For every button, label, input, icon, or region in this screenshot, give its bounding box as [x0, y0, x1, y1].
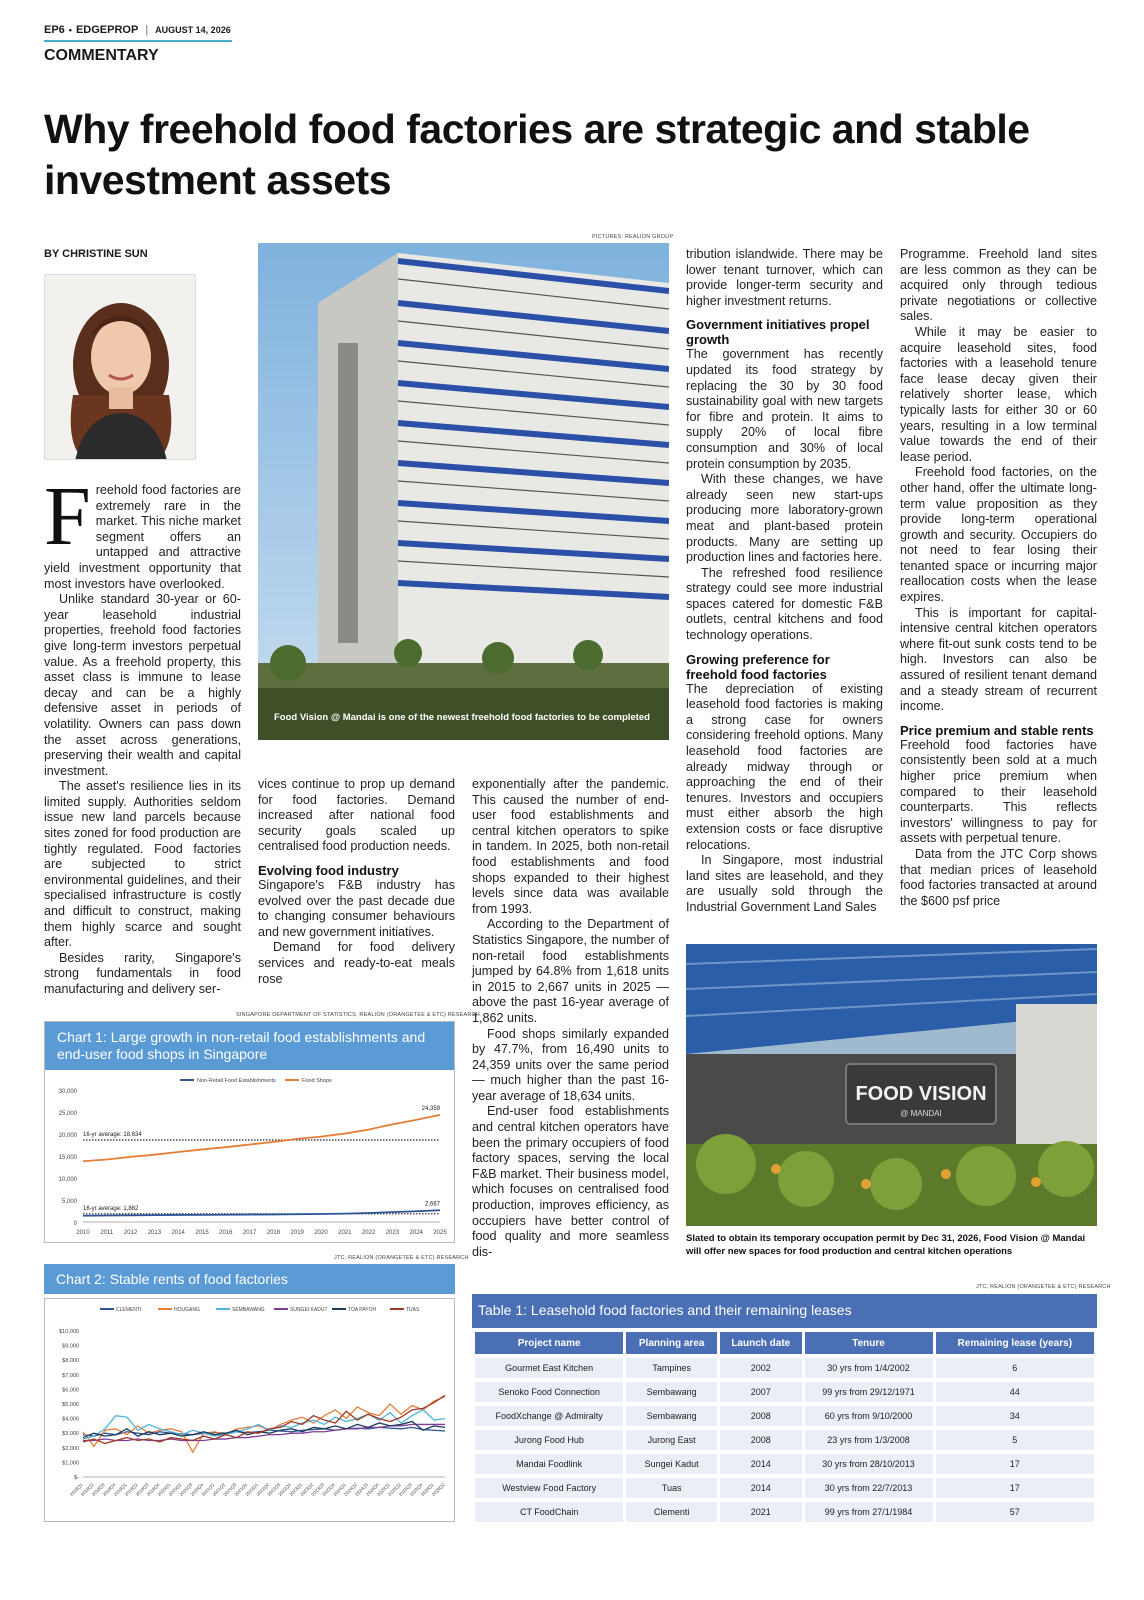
x-tick-label: 2019Q2 [123, 1482, 139, 1498]
x-tick-label: 2018Q2 [79, 1482, 95, 1498]
table-source: JTC, REALION (ORANGETEE & ETC) RESEARCH [976, 1284, 1111, 1290]
x-tick-label: 2023Q2 [299, 1482, 315, 1498]
paragraph: exponentially after the pandemic. This caused the number of end-user food establishments and central kitchen operators to spike in tandem. In 2025, both non-retail food establishments and food shops expanded to their highest levels since data was available from 1993. [472, 777, 669, 916]
y-tick-label: 20,000 [58, 1133, 77, 1139]
paragraph: In Singapore, most industrial land sites are leasehold, and they are usually sold through the Industrial Government Land Sales [686, 853, 883, 914]
paragraph: According to the Department of Statistics Singapore, the number of non-retail food establishments jumped by 64.8% from 1,618 units in 2015 to 2,667 units in 2025 — above the past 16-year average of 1,862 units. [472, 917, 669, 1025]
y-tick-label: $5,000 [62, 1402, 79, 1408]
table-cell: 2007 [720, 1382, 801, 1402]
article-column-2 [258, 777, 455, 987]
table-cell: Gourmet East Kitchen [475, 1358, 623, 1378]
x-tick-label: 2022Q3 [266, 1482, 282, 1498]
article-column-3 [472, 777, 669, 1260]
x-tick-label: 2023Q4 [321, 1482, 337, 1498]
end-value-label: 24,359 [421, 1105, 440, 1112]
paragraph: The depreciation of existing leasehold food factories is making a strong case for owners considering freehold options. Many leasehold food factories are already midway through or approaching the end of their tenures. Investors and occupiers must either absorb the high extension costs or face disruptive relocations. [686, 681, 883, 852]
y-tick-label: 10,000 [58, 1177, 77, 1183]
table-cell: Westview Food Factory [475, 1478, 623, 1498]
x-tick-label: 2025Q1 [375, 1482, 391, 1498]
photo1-caption: Food Vision @ Mandai is one of the newest freehold food factories to be completed [274, 712, 650, 723]
section-label: COMMENTARY [44, 47, 159, 64]
x-tick-label: 2022Q1 [244, 1482, 260, 1498]
x-tick-label: 2014 [171, 1230, 185, 1236]
paragraph: vices continue to prop up demand for food factories. Demand increased after national food security goals scaled up centralised food production needs. [258, 777, 455, 854]
y-tick-label: $6,000 [62, 1387, 79, 1394]
table-row [475, 1406, 1094, 1426]
average-label: 16-yr average: 18,634 [83, 1132, 142, 1139]
x-tick-label: 2025Q4 [408, 1482, 424, 1498]
subheading: Price premium and stable rents [900, 722, 1094, 738]
x-tick-label: 2013 [147, 1230, 162, 1236]
x-tick-label: 2018 [266, 1230, 281, 1236]
table-panel [472, 1294, 1097, 1526]
paragraph: Freehold food factories, on the other hand, offer the ultimate long-term value proposition as they provide long-term operational growth and security. Occupiers do not need to fear losing their tenanted space or incurring major reallocation costs when the lease expires. [900, 465, 1097, 605]
paragraph: The government has recently updated its food strategy by replacing the 30 by 30 food sustainability goal with new targets for fibre and protein. It aims to supply 20% of local fibre consumption and 30% of local protein consumption by 2035. [686, 347, 883, 471]
x-tick-label: 2022Q4 [277, 1482, 293, 1498]
photo-credit: PICTURES: REALION GROUP [592, 234, 674, 240]
x-tick-label: 2023 [385, 1230, 400, 1236]
table-cell: Jurong Food Hub [475, 1430, 623, 1450]
issue-date: AUGUST 14, 2026 [155, 25, 231, 35]
table-cell: 2014 [720, 1478, 801, 1498]
paragraph: Programme. Freehold land sites are less common as they can be acquired only through tedious private negotiations or collective sales. [900, 247, 1097, 324]
table-cell: 60 yrs from 9/10/2000 [805, 1406, 933, 1426]
x-tick-label: 2025Q2 [386, 1482, 402, 1498]
x-tick-label: 2018Q3 [90, 1482, 106, 1498]
x-tick-label: 2019Q3 [134, 1482, 150, 1498]
paragraph: Demand for food delivery services and ready-to-eat meals rose [258, 940, 455, 986]
entrance-photo [686, 944, 1097, 1226]
table-cell: 99 yrs from 27/1/1984 [805, 1502, 933, 1522]
table-header-cell: Tenure [805, 1332, 933, 1354]
x-tick-label: 2020Q1 [156, 1482, 172, 1498]
table-cell: 30 yrs from 1/4/2002 [805, 1358, 933, 1378]
table-cell: 30 yrs from 22/7/2013 [805, 1478, 933, 1498]
paragraph: With these changes, we have already seen new start-ups producing more laboratory-grown meat and plant-based protein products. Many are setting up production lines and factories here. [686, 472, 883, 565]
x-tick-label: 2022 [361, 1230, 376, 1236]
table-cell: 17 [936, 1478, 1094, 1498]
legend-label: HOUGANG [174, 1307, 200, 1313]
table-cell: Clementi [626, 1502, 717, 1522]
x-tick-label: 2019Q1 [112, 1482, 128, 1498]
table-cell: 23 yrs from 1/3/2008 [805, 1430, 933, 1450]
chart1-panel [44, 1021, 455, 1243]
series-line [83, 1115, 440, 1161]
x-tick-label: 2019Q4 [145, 1482, 161, 1498]
x-tick-label: 2023Q1 [288, 1482, 304, 1498]
chart2-plot [45, 1299, 454, 1521]
x-tick-label: 2020 [314, 1230, 328, 1236]
article-column-1 [44, 470, 241, 998]
table-cell: 2021 [720, 1502, 801, 1522]
table-row [475, 1382, 1094, 1402]
table-cell: 2002 [720, 1358, 801, 1378]
x-tick-label: 2026Q2 [430, 1482, 446, 1498]
table-cell: 17 [936, 1454, 1094, 1474]
paragraph: This is important for capital-intensive central kitchen operators where fit-out sunk costs tend to be high. Investors can also be assured of resilient tenant demand and a steady stream of recurrent income. [900, 605, 1097, 714]
table-cell: 5 [936, 1430, 1094, 1450]
chart2-title: Chart 2: Stable rents of food factories [44, 1264, 455, 1294]
photo2-caption: Slated to obtain its temporary occupation permit by Dec 31, 2026, Food Vision @ Mandai will offer new spaces for food production and central kitchen operations [686, 1233, 1086, 1257]
y-tick-label: $- [74, 1475, 79, 1481]
table-header-cell: Project name [475, 1332, 623, 1354]
y-tick-label: $4,000 [62, 1416, 79, 1423]
series-line [83, 1410, 445, 1439]
drop-cap: F [44, 470, 91, 563]
table-row [475, 1478, 1094, 1498]
x-tick-label: 2024Q4 [365, 1482, 380, 1498]
table-cell: Sembawang [626, 1382, 717, 1402]
table-cell: Jurong East [626, 1430, 717, 1450]
chart2-panel [44, 1298, 455, 1522]
y-tick-label: $1,000 [62, 1460, 79, 1467]
paragraph: Data from the JTC Corp shows that median prices of leasehold food factories transacted at around the $600 psf price [900, 846, 1097, 908]
end-value-label: 2,667 [424, 1201, 440, 1208]
table-cell: 99 yrs from 29/12/1971 [805, 1382, 933, 1402]
x-tick-label: 2017 [242, 1230, 257, 1236]
article-column-4 [686, 247, 883, 916]
brand-name: EDGEPROP [75, 24, 139, 36]
chart1-plot [45, 1070, 454, 1245]
paragraph: Singapore's F&B industry has evolved over the past decade due to changing consumer behaviours and new government initiatives. [258, 877, 455, 939]
page-id: EP6 [44, 24, 65, 36]
subheading: Government initiatives propel growth [686, 317, 870, 348]
y-tick-label: 15,000 [58, 1155, 77, 1161]
y-tick-label: 25,000 [58, 1111, 77, 1117]
byline: BY CHRISTINE SUN [44, 248, 148, 260]
chart1-title: Chart 1: Large growth in non-retail food establishments and end-user food shops in Singapore [45, 1022, 454, 1070]
table-cell: CT FoodChain [475, 1502, 623, 1522]
table-title: Table 1: Leasehold food factories and their remaining leases [472, 1294, 1097, 1328]
paragraph: Unlike standard 30-year or 60-year leasehold industrial properties, freehold food factories give long-term investors perpetual value. As a freehold property, this asset class is immune to lease decay and can be a highly defensive asset in periods of volatility. Owners can pass down the asset across generations, preserving their wealth and capital investment. [44, 592, 241, 778]
chart2-source: JTC, REALION (ORANGETEE & ETC) RESEARCH [334, 1255, 469, 1261]
x-tick-label: 2021Q1 [200, 1482, 216, 1498]
table-header-cell: Remaining lease (years) [936, 1332, 1094, 1354]
x-tick-label: 2018Q1 [68, 1482, 84, 1498]
subheading: Evolving food industry [258, 862, 399, 878]
series-line [83, 1397, 445, 1452]
legend-label: CLEMENTI [116, 1307, 142, 1313]
table-row [475, 1502, 1094, 1522]
x-tick-label: 2024Q1 [332, 1482, 347, 1498]
chart1-source: SINGAPORE DEPARTMENT OF STATISTICS, REALION (ORANGETEE & ETC) RESEARCH [236, 1012, 480, 1018]
paragraph: Food shops similarly expanded by 47.7%, from 16,490 units to 24,359 units over the same period — much higher than the past 16-year average of 18,634 units. [472, 1026, 669, 1103]
table-cell: Mandai Foodlink [475, 1454, 623, 1474]
y-tick-label: $2,000 [62, 1445, 79, 1452]
legend-label: TUAS [406, 1307, 420, 1313]
average-label: 16-yr average: 1,862 [83, 1205, 139, 1212]
y-tick-label: 5,000 [61, 1199, 77, 1205]
table-cell: 2014 [720, 1454, 801, 1474]
x-tick-label: 2015 [195, 1230, 209, 1236]
legend-label: Food Shops [302, 1078, 332, 1084]
y-tick-label: $8,000 [62, 1358, 79, 1365]
legend-label: SUNGEI KADUT [290, 1307, 328, 1313]
table-cell: Tuas [626, 1478, 717, 1498]
x-tick-label: 2021Q2 [211, 1482, 227, 1498]
paragraph: Besides rarity, Singapore's strong fundamentals in food manufacturing and delivery ser- [44, 950, 241, 996]
x-tick-label: 2020Q2 [167, 1482, 183, 1498]
table-cell: 44 [936, 1382, 1094, 1402]
table-header-cell: Launch date [720, 1332, 801, 1354]
table-cell: Sungei Kadut [626, 1454, 717, 1474]
paragraph: The refreshed food resilience strategy could see more industrial spaces catered for domestic F&B outlets, central kitchens and food technology operations. [686, 565, 883, 643]
table-cell: 6 [936, 1358, 1094, 1378]
legend-label: SEMBAWANG [232, 1307, 265, 1313]
table-cell: 2008 [720, 1406, 801, 1426]
y-tick-label: $9,000 [62, 1343, 79, 1350]
paragraph: While it may be easier to acquire leasehold sites, food factories with a leasehold tenure face lease decay given their relatively shorter lease, which typically lasts for either 30 or 60 years, resulting in a low terminal value towards the end of their lease period. [900, 324, 1097, 464]
table-cell: FoodXchange @ Admiralty [475, 1406, 623, 1426]
y-tick-label: 30,000 [58, 1089, 77, 1095]
table-cell: 57 [936, 1502, 1094, 1522]
x-tick-label: 2020Q4 [189, 1482, 205, 1498]
building-photo [258, 243, 669, 740]
legend-label: TOA PAYOH [348, 1307, 377, 1313]
x-tick-label: 2019 [290, 1230, 304, 1236]
table-cell: 2008 [720, 1430, 801, 1450]
table-cell: Sembawang [626, 1406, 717, 1426]
headline: Why freehold food factories are strategic and stable investment assets [44, 106, 1030, 203]
y-tick-label: $7,000 [62, 1372, 79, 1379]
table-cell: Tampines [626, 1358, 717, 1378]
table-row [475, 1454, 1094, 1474]
x-tick-label: 2024 [409, 1230, 423, 1236]
x-tick-label: 2011 [100, 1230, 114, 1236]
subheading: Growing preference for freehold food factories [686, 651, 830, 682]
sign-sub: @ MANDAI [900, 1109, 942, 1118]
table-row [475, 1430, 1094, 1450]
y-tick-label: $3,000 [62, 1431, 79, 1438]
x-tick-label: 2016 [219, 1230, 233, 1236]
x-tick-label: 2025Q3 [397, 1482, 413, 1498]
y-tick-label: 0 [73, 1221, 77, 1227]
x-tick-label: 2026Q1 [419, 1482, 435, 1498]
legend-label: Non-Retail Food Establishments [197, 1078, 276, 1084]
x-tick-label: 2021Q4 [233, 1482, 249, 1498]
x-tick-label: 2022Q2 [255, 1482, 271, 1498]
sign-brand: FOOD VISION [855, 1083, 987, 1105]
table-cell: 30 yrs from 28/10/2013 [805, 1454, 933, 1474]
paragraph: tribution islandwide. There may be lower tenant turnover, which can provide longer-term security and higher investment returns. [686, 247, 883, 308]
header-rule [44, 40, 232, 42]
x-tick-label: 2025 [433, 1230, 447, 1236]
table-cell: 34 [936, 1406, 1094, 1426]
x-tick-label: 2010 [76, 1230, 90, 1236]
table-header-cell: Planning area [626, 1332, 717, 1354]
x-tick-label: 2021 [338, 1230, 352, 1236]
x-tick-label: 2018Q4 [101, 1482, 117, 1498]
x-tick-label: 2012 [123, 1230, 138, 1236]
x-tick-label: 2021Q3 [222, 1482, 238, 1498]
x-tick-label: 2023Q3 [310, 1482, 326, 1498]
paragraph: The asset's resilience lies in its limited supply. Authorities seldom issue new land parcels because sites zoned for food production are tightly regulated. Food factories are subjected to strict environmental guidelines, and their specialised infrastructure is costly and difficult to construct, making them highly scarce and sought after. [44, 779, 241, 950]
x-tick-label: 2020Q3 [178, 1482, 194, 1498]
paragraph: reehold food factories are extremely rare in the market. This niche market segment offers an untapped and attractive yield investment opportunity that most investors have overlooked. [44, 483, 241, 591]
author-photo [44, 274, 196, 460]
x-tick-label: 2024Q2 [343, 1482, 358, 1498]
x-tick-label: 2024Q3 [354, 1482, 369, 1498]
table-cell: Senoko Food Connection [475, 1382, 623, 1402]
table-row [475, 1358, 1094, 1378]
paragraph: End-user food establishments and central kitchen operators have been the primary occupiers of food factory spaces, serving the local F&B market. Their business model, which focuses on centralised food production, improves efficiency, as occupiers have better control of food quality and more seamless dis- [472, 1104, 669, 1259]
y-tick-label: $10,000 [59, 1329, 79, 1335]
page-header: EP6 • EDGEPROP | AUGUST 14, 2026 COMMENTARY [44, 24, 234, 65]
article-column-5 [900, 247, 1097, 909]
lease-table [472, 1328, 1097, 1526]
paragraph: Freehold food factories have consistently been sold at a much higher price premium when compared to their leasehold counterparts. This reflects investors' willingness to pay for assets with perpetual tenure. [900, 737, 1097, 846]
